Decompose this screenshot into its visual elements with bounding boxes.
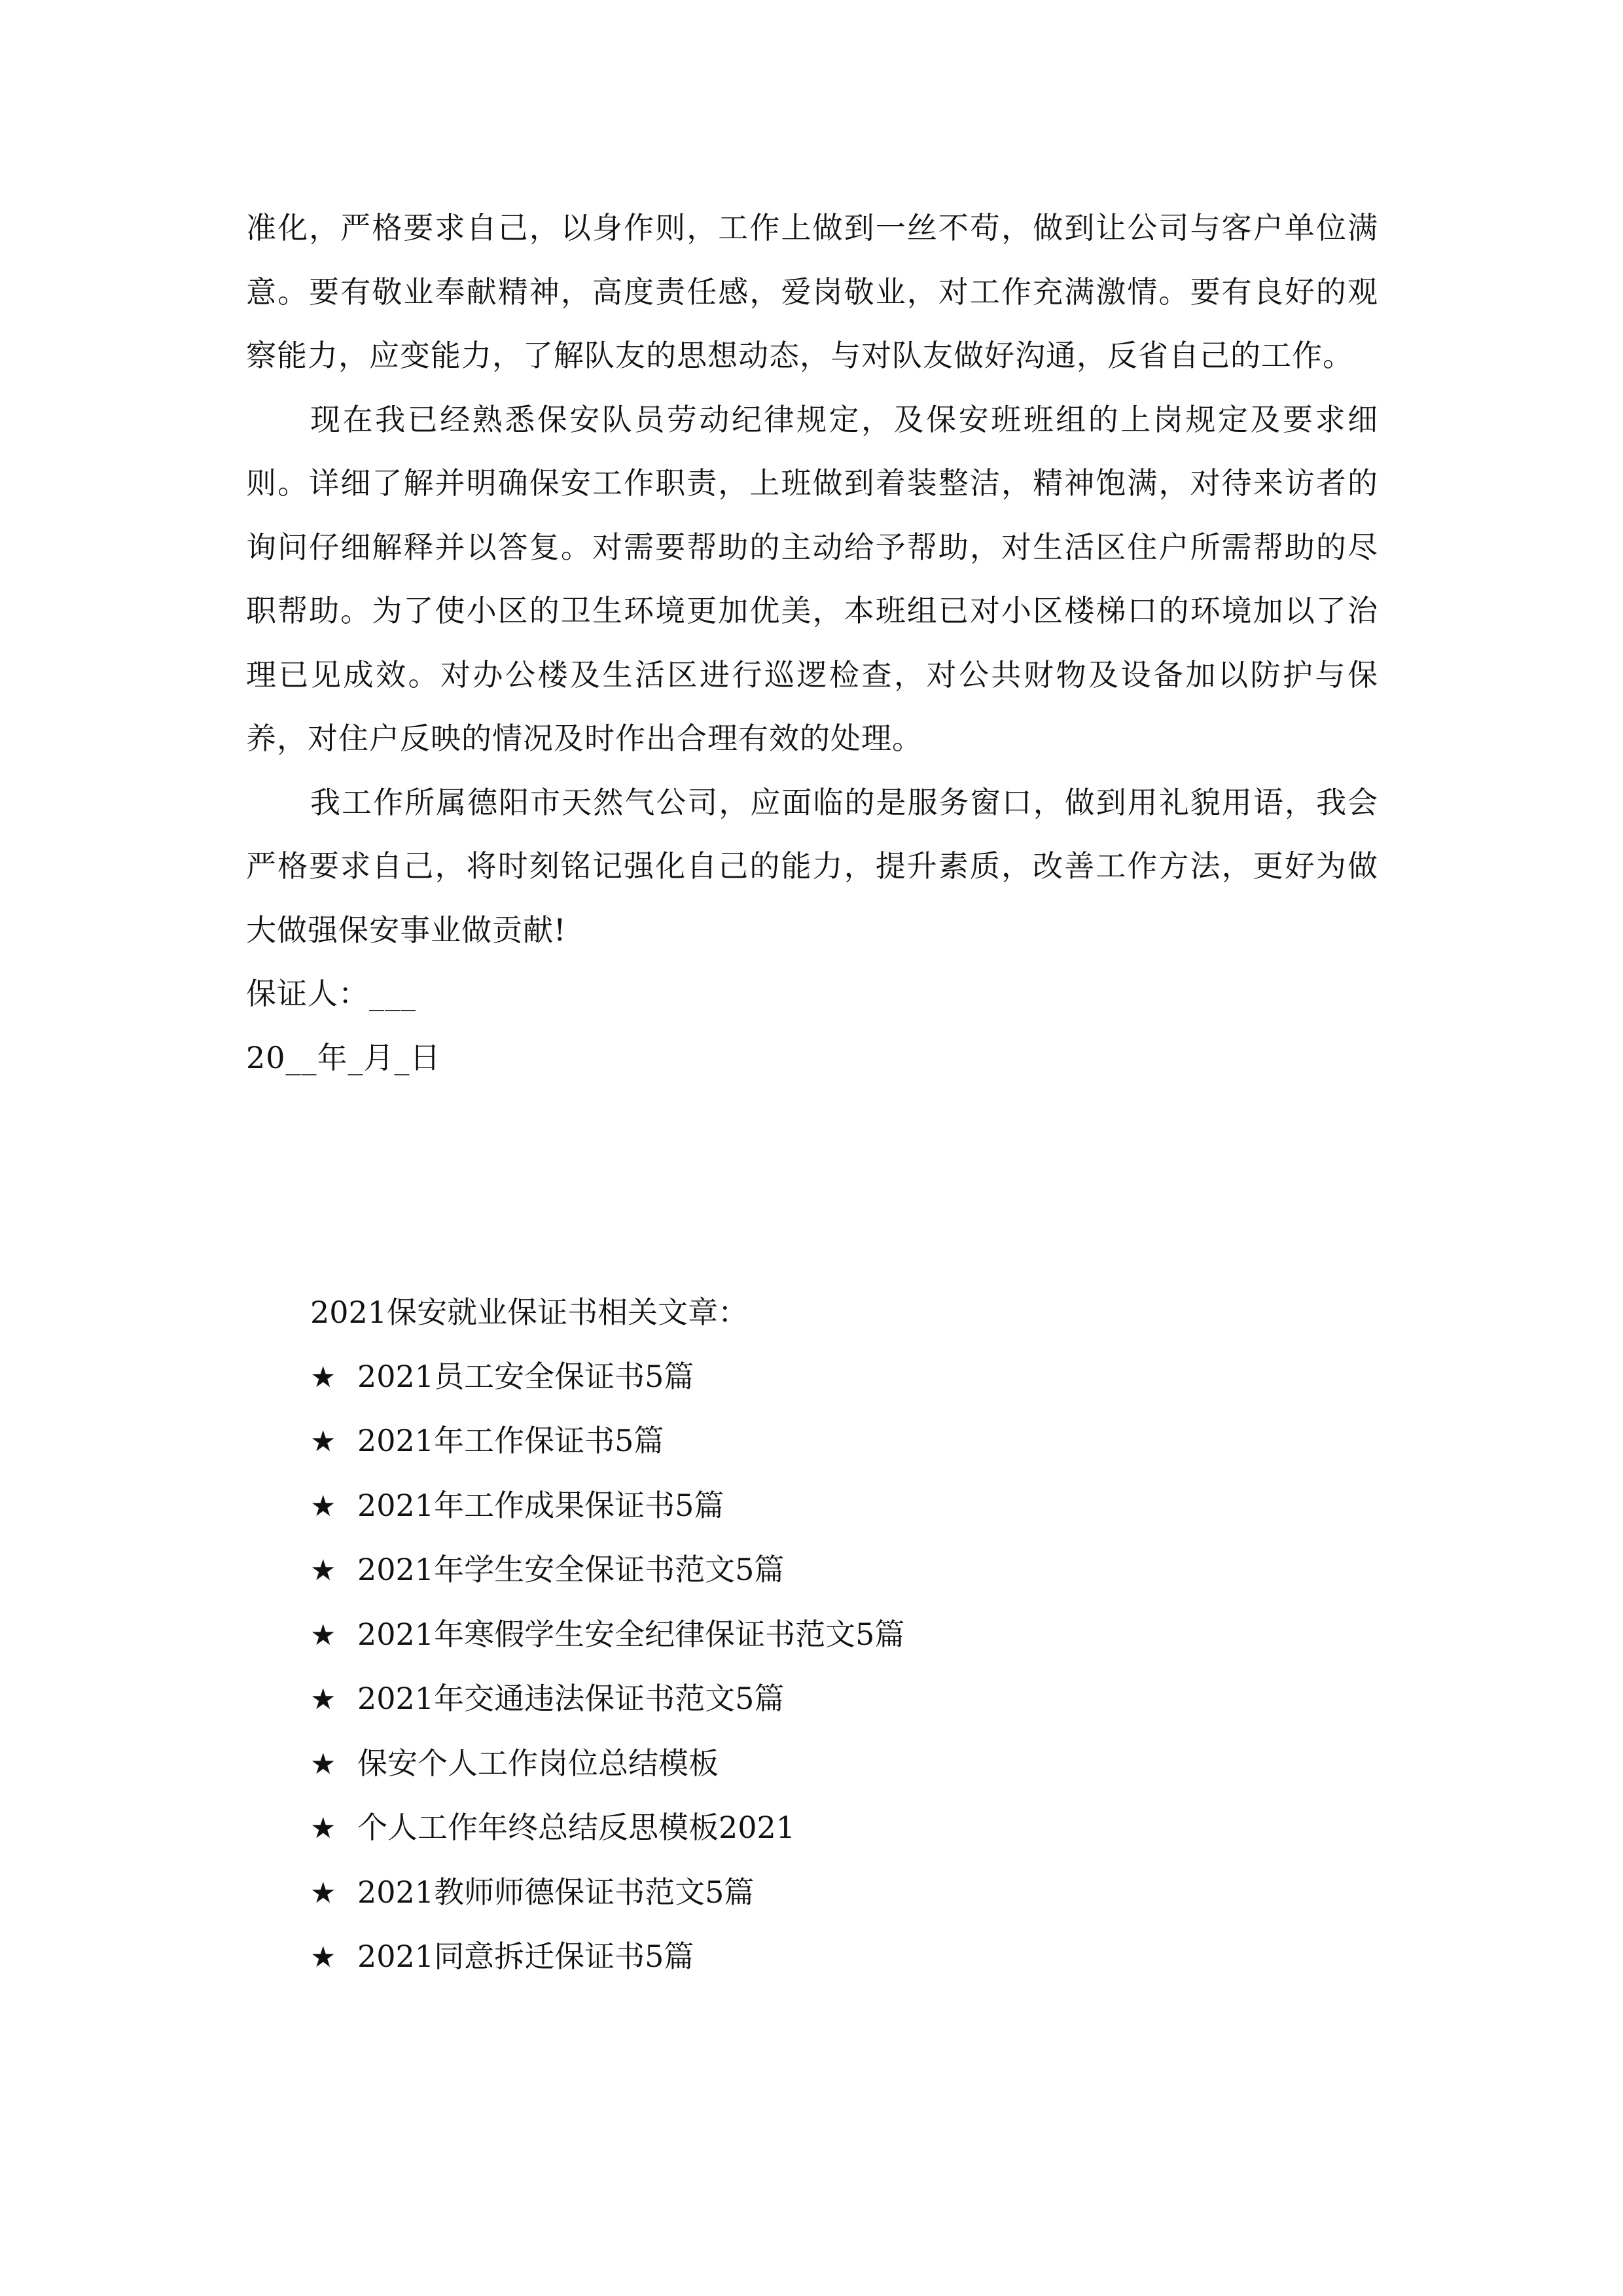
related-link-text[interactable]: 2021年交通违法保证书范文5篇	[357, 1681, 785, 1716]
related-link-text[interactable]: 2021年寒假学生安全纪律保证书范文5篇	[357, 1616, 905, 1652]
related-link-text[interactable]: 2021年工作成果保证书5篇	[357, 1487, 724, 1523]
related-link-item[interactable]	[310, 1474, 1357, 1539]
related-link-item[interactable]	[310, 1345, 1357, 1410]
related-link-item[interactable]	[310, 1667, 1357, 1732]
related-link-item[interactable]	[310, 1409, 1357, 1474]
star-icon: ★	[310, 1876, 336, 1910]
related-link-item[interactable]	[310, 1796, 1357, 1861]
star-icon: ★	[310, 1683, 336, 1716]
star-icon: ★	[310, 1618, 336, 1652]
document-body	[246, 196, 1378, 1090]
related-link-item[interactable]	[310, 1732, 1357, 1797]
date-line: 20__年_月_日	[246, 1039, 441, 1075]
related-link-text[interactable]: 2021年学生安全保证书范文5篇	[357, 1552, 785, 1587]
related-link-item[interactable]	[310, 1603, 1357, 1668]
star-icon: ★	[310, 1747, 336, 1781]
star-icon: ★	[310, 1554, 336, 1587]
related-articles	[310, 1281, 1357, 1990]
star-icon: ★	[310, 1489, 336, 1523]
related-link-text[interactable]: 保安个人工作岗位总结模板	[357, 1745, 719, 1781]
signature-line: 保证人：___	[246, 976, 416, 1011]
related-link-item[interactable]	[310, 1861, 1357, 1926]
related-link-text[interactable]: 个人工作年终总结反思模板2021	[357, 1810, 796, 1845]
related-link-text[interactable]: 2021员工安全保证书5篇	[357, 1358, 694, 1394]
paragraph-commitment: 我工作所属德阳市天然气公司，应面临的是服务窗口，做到用礼貌用语，我会严格要求自己，将时刻铭记强化自己的能力，提升素质，改善工作方法，更好为做大做强保安事业做贡献!	[246, 784, 1378, 948]
related-link-text[interactable]: 2021年工作保证书5篇	[357, 1423, 664, 1458]
related-link-text[interactable]: 2021同意拆迁保证书5篇	[357, 1939, 694, 1974]
related-link-item[interactable]	[310, 1925, 1357, 1990]
star-icon: ★	[310, 1941, 336, 1974]
star-icon: ★	[310, 1812, 336, 1845]
related-list	[310, 1345, 1357, 1990]
star-icon: ★	[310, 1425, 336, 1458]
related-link-text[interactable]: 2021教师师德保证书范文5篇	[357, 1874, 755, 1910]
related-link-item[interactable]	[310, 1538, 1357, 1603]
paragraph-duties: 现在我已经熟悉保安队员劳动纪律规定，及保安班班组的上岗规定及要求细则。详细了解并明确保安工作职责，上班做到着装整洁，精神饱满，对待来访者的询问仔细解释并以答复。对需要帮助的主动给予帮助，对生活区住户所需帮助的尽职帮助。为了使小区的卫生环境更加优美，本班组已对小区楼梯口的环境加以了治理已见成效。对办公楼及生活区进行巡逻检查，对公共财物及设备加以防护与保养，对住户反映的情况及时作出合理有效的处理。	[246, 401, 1378, 756]
star-icon: ★	[310, 1360, 336, 1394]
related-heading: 2021保安就业保证书相关文章：	[310, 1295, 749, 1330]
paragraph-continuation: 准化，严格要求自己，以身作则，工作上做到一丝不苟，做到让公司与客户单位满意。要有敬业奉献精神，高度责任感，爱岗敬业，对工作充满激情。要有良好的观察能力，应变能力，了解队友的思想动态，与对队友做好沟通，反省自己的工作。	[246, 210, 1378, 373]
